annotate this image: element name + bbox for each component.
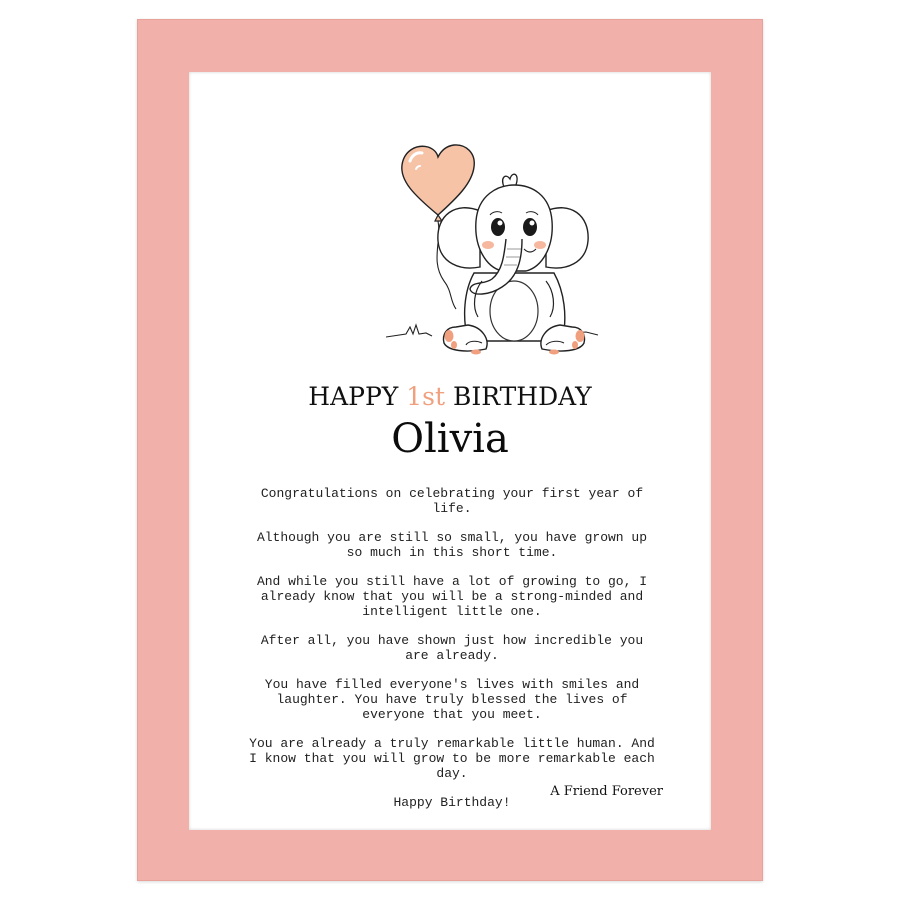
message-paragraph: Congratulations on celebrating your first year of life. [260, 486, 644, 516]
picture-frame [137, 19, 763, 881]
message-paragraph: And while you still have a lot of growing to go, I already know that you will be a strong-minded and intelligent little one. [256, 574, 648, 619]
message-paragraph: After all, you have shown just how incredible you are already. [260, 633, 644, 663]
message-paragraph: You have filled everyone's lives with smiles and laughter. You have truly blessed the lives of everyone that you meet. [264, 677, 640, 722]
message-closing: Happy Birthday! [393, 795, 511, 810]
birthday-heading [189, 382, 711, 411]
message-body [247, 486, 657, 824]
poster-print [189, 72, 711, 830]
heading-prefix: HAPPY [308, 382, 407, 411]
heading-age-accent: 1st [406, 382, 446, 411]
elephant-balloon-illustration [386, 131, 606, 361]
message-paragraph: Although you are still so small, you have grown up so much in this short time. [256, 530, 648, 560]
message-paragraph: You are already a truly remarkable little human. And I know that you will grow to be more remarkable each day. [249, 736, 655, 781]
heading-suffix: BIRTHDAY [445, 382, 592, 411]
recipient-name: Olivia [391, 416, 509, 462]
signoff: A Friend Forever [550, 784, 663, 799]
